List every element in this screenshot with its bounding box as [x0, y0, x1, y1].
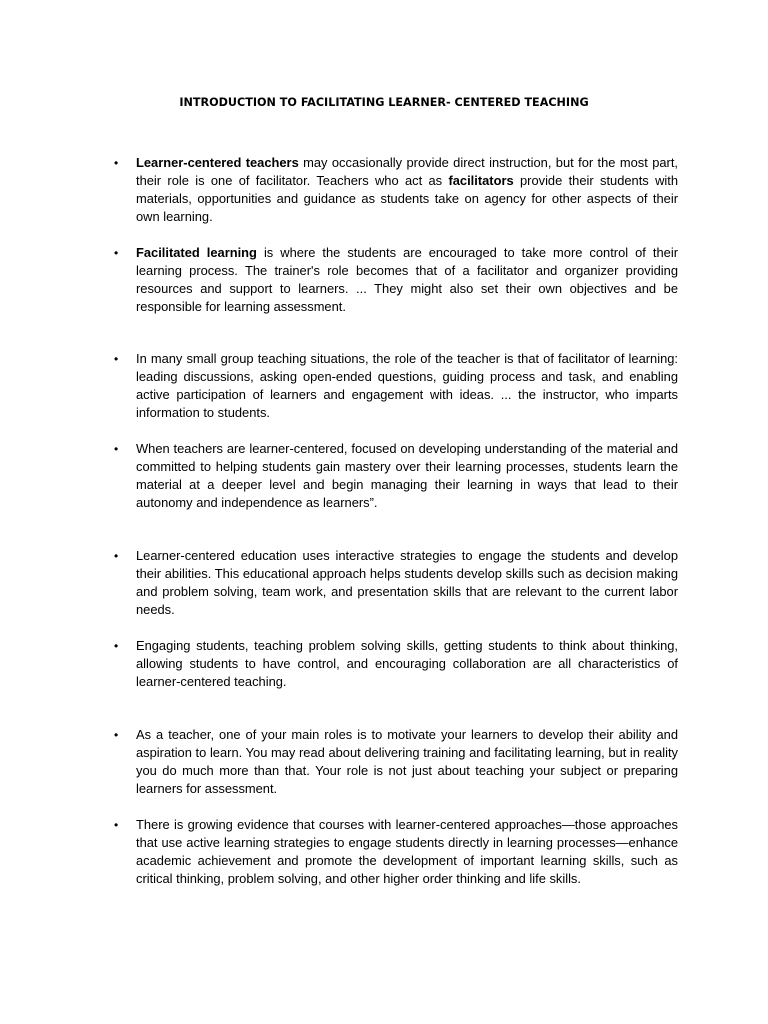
bold-term: facilitators [448, 172, 514, 188]
bold-term: Facilitated learning [136, 245, 257, 260]
bullet-item-teacher-motivation [114, 726, 678, 798]
bullet-item-learner-centered-teachers [114, 154, 678, 226]
bullet-icon: • [114, 156, 119, 170]
bullet-text: Learner-centered education uses interactive strategies to engage the students and develop their abilities. This educational approach helps students develop skills such as decision making and problem solving, team work, and presentation skills that are relevant to the current labor needs. [136, 548, 678, 617]
bullet-icon: • [114, 818, 119, 832]
bold-term: Learner-centered teachers [136, 155, 299, 170]
bullet-text: When teachers are learner-centered, focused on developing understanding of the material and committed to helping students gain mastery over their learning processes, students learn the material at a deeper level and begin managing their learning in ways that lead to their autonomy and independence as learners”. [136, 441, 678, 510]
bullet-item-learner-centered-education [114, 547, 678, 619]
bullet-icon: • [114, 442, 119, 456]
paragraph-text: is where the students are encouraged to take more control of their learning process. The trainer's role becomes that of a facilitator and organizer providing resources and support to learners. ... They might also set their own objectives and be responsible for learning assessment. [136, 245, 678, 314]
bullet-item-learner-centered-focus [114, 440, 678, 512]
paragraph-text: may occasionally provide direct instruction, but for the most part, their role is one of facilitator. Teachers who act as [136, 155, 678, 188]
bullet-text [136, 244, 678, 316]
paragraph-text: provide their students with materials, opportunities and guidance as students take on agency for other aspects of their own learning. [136, 172, 678, 224]
bullet-item-small-group-teaching [114, 350, 678, 422]
bullet-icon: • [114, 352, 119, 366]
bullet-icon: • [114, 549, 119, 563]
bullet-icon: • [114, 639, 119, 653]
bullet-icon: • [114, 728, 119, 742]
bullet-text: In many small group teaching situations, the role of the teacher is that of facilitator of learning: leading discussions, asking open-ended questions, guiding process and task, and enabling active participation of learners and engagement with ideas. ... the instructor, who imparts information to students. [136, 351, 678, 420]
bullet-text [136, 154, 678, 226]
bullet-item-growing-evidence [114, 816, 678, 888]
bullet-icon: • [114, 246, 119, 260]
bullet-item-engaging-students [114, 637, 678, 691]
bullet-text: Engaging students, teaching problem solving skills, getting students to think about thinking, allowing students to have control, and encouraging collaboration are all characteristics of learner-centered teaching. [136, 638, 678, 689]
bullet-text: There is growing evidence that courses with learner-centered approaches—those approaches that use active learning strategies to engage students directly in learning processes—enhance academic achievement and promote the development of important learning skills, such as critical thinking, problem solving, and other higher order thinking and life skills. [136, 817, 678, 886]
bullet-item-facilitated-learning [114, 244, 678, 316]
bullet-text: As a teacher, one of your main roles is to motivate your learners to develop their ability and aspiration to learn. You may read about delivering training and facilitating learning, but in reality you do much more than that. Your role is not just about teaching your subject or preparing learners for assessment. [136, 727, 678, 796]
document-title: INTRODUCTION TO FACILITATING LEARNER- CENTERED TEACHING [179, 96, 589, 109]
